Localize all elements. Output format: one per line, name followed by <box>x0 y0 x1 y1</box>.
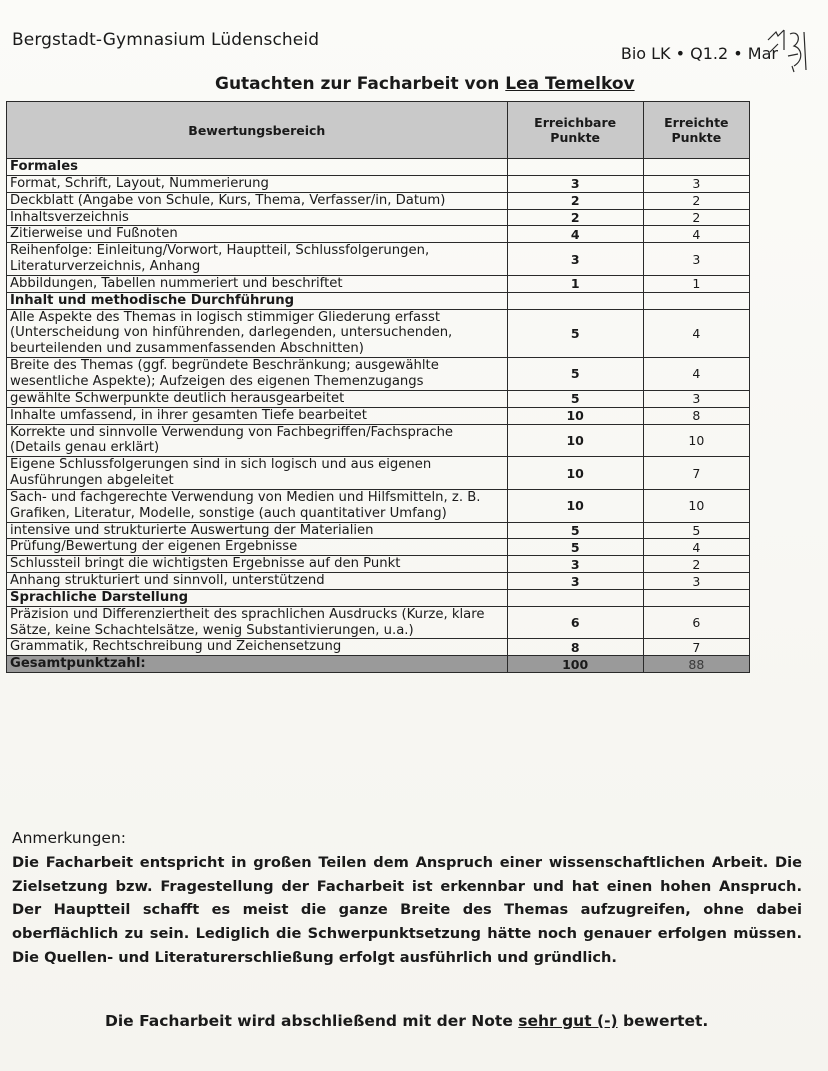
criterion-label: Grammatik, Rechtschreibung und Zeichensetzung <box>7 639 508 656</box>
course-info: Bio LK • Q1.2 • Mar <box>620 44 778 63</box>
remarks-heading: Anmerkungen: <box>12 829 127 847</box>
max-points-cell: 10 <box>507 424 643 457</box>
max-points-cell: 4 <box>507 226 643 243</box>
max-points-cell: 5 <box>507 390 643 407</box>
max-points-cell: 2 <box>507 209 643 226</box>
achieved-points-cell: 10 <box>643 489 749 522</box>
title-prefix: Gutachten zur Facharbeit von <box>215 74 500 94</box>
max-points-cell: 10 <box>507 489 643 522</box>
table-row <box>7 424 750 457</box>
table-row <box>7 407 750 424</box>
table-row <box>7 639 750 656</box>
achieved-points-cell: 8 <box>643 407 749 424</box>
achieved-points-cell: 6 <box>643 606 749 639</box>
achieved-points-cell: 88 <box>643 656 749 673</box>
section-row <box>7 292 750 309</box>
achieved-points-cell <box>643 589 749 606</box>
achieved-points-cell: 7 <box>643 457 749 490</box>
max-points-cell: 3 <box>507 556 643 573</box>
criterion-label: Sach- und fachgerechte Verwendung von Medien und Hilfsmitteln, z. B. Grafiken, Literatur, Modelle, sonstige (auch quantitativer Umfang) <box>7 489 508 522</box>
achieved-points-cell <box>643 292 749 309</box>
max-points-cell: 3 <box>507 175 643 192</box>
criterion-label: Präzision und Differenziertheit des sprachlichen Ausdrucks (Kurze, klare Sätze, keine Schachtelsätze, wenig Substantivierungen, u.a.) <box>7 606 508 639</box>
table-row <box>7 556 750 573</box>
section-row <box>7 159 750 176</box>
max-points-cell: 2 <box>507 192 643 209</box>
table-row <box>7 175 750 192</box>
grading-body <box>7 159 750 673</box>
max-points-cell: 5 <box>507 539 643 556</box>
table-row <box>7 390 750 407</box>
max-points-cell <box>507 589 643 606</box>
criterion-label: Reihenfolge: Einleitung/Vorwort, Hauptteil, Schlussfolgerungen, Literaturverzeichnis, Anhang <box>7 243 508 276</box>
achieved-points-cell: 4 <box>643 226 749 243</box>
achieved-points-cell: 3 <box>643 243 749 276</box>
achieved-points-cell: 2 <box>643 556 749 573</box>
criterion-label: Anhang strukturiert und sinnvoll, unterstützend <box>7 573 508 590</box>
remarks-text: Die Facharbeit entspricht in großen Teilen dem Anspruch einer wissenschaftlichen Arbeit. Die Zielsetzung bzw. Fragestellung der Facharbeit ist erkennbar und hat einen hohen Anspruch. Der Hauptteil schafft es meist die ganze Breite des Themas aufzugreifen, ohne dabei oberflächlich zu sein. Lediglich die Schwerpunktsetzung hätte noch genauer erfolgen müssen. Die Quellen- und Literaturerschließung erfolgt ausführlich und gründlich. <box>12 854 802 966</box>
table-row <box>7 358 750 391</box>
student-name: Lea Temelkov <box>505 74 635 94</box>
table-row <box>7 606 750 639</box>
max-points-cell: 5 <box>507 522 643 539</box>
table-row <box>7 192 750 209</box>
achieved-points-cell: 5 <box>643 522 749 539</box>
grading-table <box>6 101 750 673</box>
criterion-label: Korrekte und sinnvolle Verwendung von Fachbegriffen/Fachsprache (Details genau erklärt) <box>7 424 508 457</box>
signature-scribble <box>764 26 810 74</box>
total-row <box>7 656 750 673</box>
table-row <box>7 489 750 522</box>
criterion-label: Breite des Themas (ggf. begründete Beschränkung; ausgewählte wesentliche Aspekte); Aufzeigen des eigenen Themenzugangs <box>7 358 508 391</box>
achieved-points-cell: 7 <box>643 639 749 656</box>
verdict-suffix: bewertet. <box>623 1012 709 1030</box>
criterion-label: Format, Schrift, Layout, Nummerierung <box>7 175 508 192</box>
final-grade: sehr gut (-) <box>518 1012 618 1030</box>
criterion-label: Inhalte umfassend, in ihrer gesamten Tiefe bearbeitet <box>7 407 508 424</box>
achieved-points-cell: 3 <box>643 175 749 192</box>
document-title <box>215 74 635 94</box>
criterion-label: gewählte Schwerpunkte deutlich herausgearbeitet <box>7 390 508 407</box>
max-points-cell: 3 <box>507 573 643 590</box>
achieved-points-cell <box>643 159 749 176</box>
max-points-cell: 100 <box>507 656 643 673</box>
max-points-cell: 5 <box>507 309 643 358</box>
criterion-label: Zitierweise und Fußnoten <box>7 226 508 243</box>
table-row <box>7 522 750 539</box>
achieved-points-cell: 2 <box>643 192 749 209</box>
table-row <box>7 539 750 556</box>
achieved-points-cell: 3 <box>643 573 749 590</box>
achieved-points-cell: 2 <box>643 209 749 226</box>
max-points-cell: 1 <box>507 275 643 292</box>
criterion-label: Prüfung/Bewertung der eigenen Ergebnisse <box>7 539 508 556</box>
achieved-points-cell: 4 <box>643 539 749 556</box>
criterion-label: Schlussteil bringt die wichtigsten Ergebnisse auf den Punkt <box>7 556 508 573</box>
table-row <box>7 309 750 358</box>
remarks-section <box>12 826 802 969</box>
section-row <box>7 589 750 606</box>
criterion-label: Alle Aspekte des Themas in logisch stimmiger Gliederung erfasst (Unterscheidung von hinführenden, darlegenden, untersuchenden, beurteilenden und zusammenfassenden Abschnitten) <box>7 309 508 358</box>
table-row <box>7 209 750 226</box>
achieved-points-cell: 10 <box>643 424 749 457</box>
section-label: Inhalt und methodische Durchführung <box>7 292 508 309</box>
achieved-points-cell: 3 <box>643 390 749 407</box>
table-row <box>7 275 750 292</box>
max-points-cell: 10 <box>507 407 643 424</box>
criterion-label: Deckblatt (Angabe von Schule, Kurs, Thema, Verfasser/in, Datum) <box>7 192 508 209</box>
max-points-cell: 10 <box>507 457 643 490</box>
max-points-cell <box>507 292 643 309</box>
table-row <box>7 573 750 590</box>
max-points-cell <box>507 159 643 176</box>
section-label: Formales <box>7 159 508 176</box>
table-row <box>7 243 750 276</box>
criterion-label: Eigene Schlussfolgerungen sind in sich logisch und aus eigenen Ausführungen abgeleitet <box>7 457 508 490</box>
table-header-row <box>7 102 750 159</box>
criterion-label: Inhaltsverzeichnis <box>7 209 508 226</box>
table-row <box>7 457 750 490</box>
criterion-label: Abbildungen, Tabellen nummeriert und beschriftet <box>7 275 508 292</box>
header-achieved-points: Erreichte Punkte <box>643 102 749 159</box>
header-area: Bewertungsbereich <box>7 102 508 159</box>
criterion-label: Gesamtpunktzahl: <box>7 656 508 673</box>
verdict-prefix: Die Facharbeit wird abschließend mit der Note <box>105 1012 513 1030</box>
max-points-cell: 6 <box>507 606 643 639</box>
final-verdict <box>105 1012 708 1030</box>
max-points-cell: 8 <box>507 639 643 656</box>
achieved-points-cell: 1 <box>643 275 749 292</box>
table-row <box>7 226 750 243</box>
school-name: Bergstadt-Gymnasium Lüdenscheid <box>12 30 320 50</box>
header-max-points: Erreichbare Punkte <box>507 102 643 159</box>
achieved-points-cell: 4 <box>643 309 749 358</box>
section-label: Sprachliche Darstellung <box>7 589 508 606</box>
max-points-cell: 5 <box>507 358 643 391</box>
max-points-cell: 3 <box>507 243 643 276</box>
criterion-label: intensive und strukturierte Auswertung der Materialien <box>7 522 508 539</box>
achieved-points-cell: 4 <box>643 358 749 391</box>
